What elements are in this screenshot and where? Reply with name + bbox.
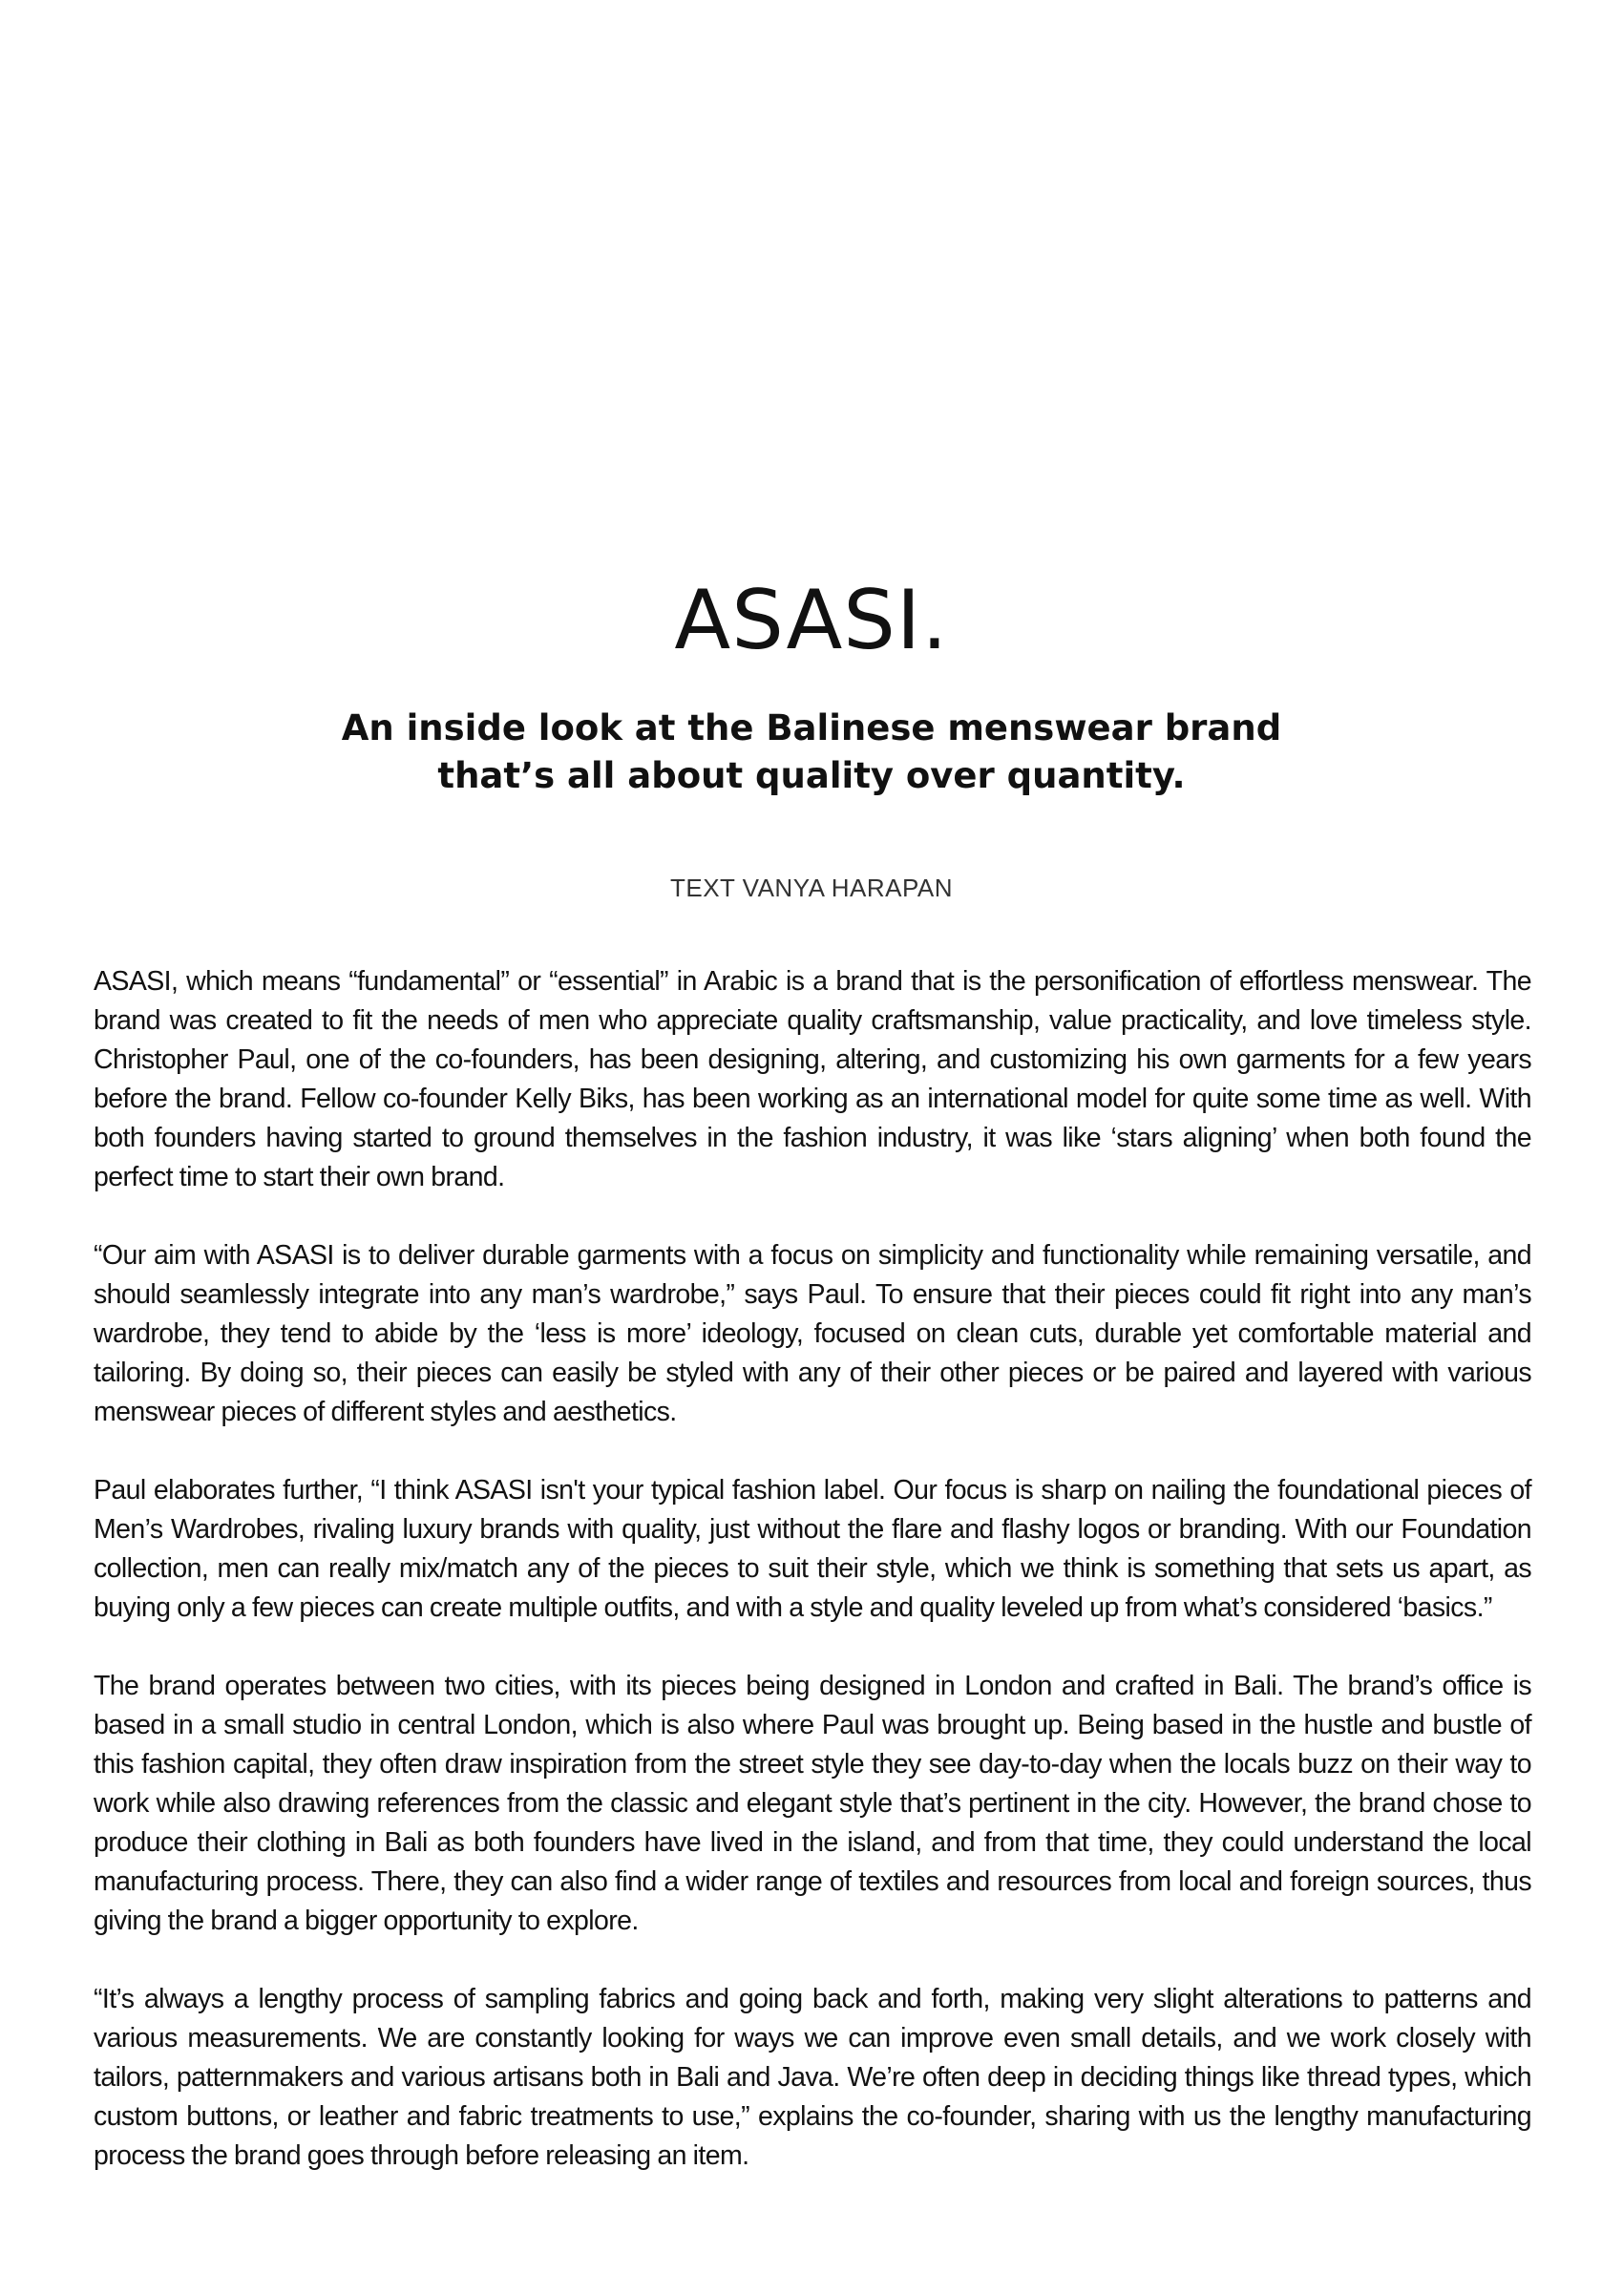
subtitle-line-1: An inside look at the Balinese menswear brand bbox=[341, 707, 1282, 748]
body-paragraph-4: The brand operates between two cities, with its pieces being designed in London and crafted in Bali. The brand’s office is based in a small studio in central London, which is also where Paul was brought up. Being based in the hustle and bustle of this fashion capital, they often draw inspiration from the street style they see day-to-day when the locals buzz on their way to work while also drawing references from the classic and elegant style that’s pertinent in the city. However, the brand chose to produce their clothing in Bali as both founders have lived in the island, and from that time, they could understand the local manufacturing process. There, they can also find a wider range of textiles and resources from local and foreign sources, thus giving the brand a bigger opportunity to explore. bbox=[94, 1671, 1531, 1936]
body-paragraph-2: “Our aim with ASASI is to deliver durable garments with a focus on simplicity and functionality while remaining versatile, and should seamlessly integrate into any man’s wardrobe,” says Paul. To ensure that their pieces could fit right into any man’s wardrobe, they tend to abide by the ‘less is more’ ideology, focused on clean cuts, durable yet comfortable material and tailoring. By doing so, their pieces can easily be styled with any of their other pieces or be paired and layered with various menswear pieces of different styles and aesthetics. bbox=[94, 1240, 1531, 1427]
article-subtitle bbox=[0, 705, 1623, 800]
body-paragraph-5: “It’s always a lengthy process of sampling fabrics and going back and forth, making very slight alterations to patterns and various measurements. We are constantly looking for ways we can improve even small details, and we work closely with tailors, patternmakers and various artisans both in Bali and Java. We’re often deep in deciding things like thread types, which custom buttons, or leather and fabric treatments to use,” explains the co-founder, sharing with us the lengthy manufacturing process the brand goes through before releasing an item. bbox=[94, 1984, 1531, 2171]
body-paragraph-1: ASASI, which means “fundamental” or “essential” in Arabic is a brand that is the personification of effortless menswear. The brand was created to fit the needs of men who appreciate quality craftsmanship, value practicality, and love timeless style. Christopher Paul, one of the co-founders, has been designing, altering, and customizing his own garments for a few years before the brand. Fellow co-founder Kelly Biks, has been working as an international model for quite some time as well. With both founders having started to ground themselves in the fashion industry, it was like ‘stars aligning’ when both found the perfect time to start their own brand. bbox=[94, 966, 1531, 1192]
article-title: ASASI. bbox=[674, 573, 949, 668]
subtitle-line-2: that’s all about quality over quantity. bbox=[437, 755, 1186, 796]
article-byline: TEXT VANYA HARAPAN bbox=[669, 874, 954, 902]
article-body bbox=[94, 962, 1531, 2215]
body-paragraph-3: Paul elaborates further, “I think ASASI isn't your typical fashion label. Our focus is sharp on nailing the foundational pieces of Men’s Wardrobes, rivaling luxury brands with quality, just without the flare and flashy logos or branding. With our Foundation collection, men can really mix/match any of the pieces to suit their style, which we think is something that sets us apart, as buying only a few pieces can create multiple outfits, and with a style and quality leveled up from what’s considered ‘basics.” bbox=[94, 1475, 1531, 1623]
